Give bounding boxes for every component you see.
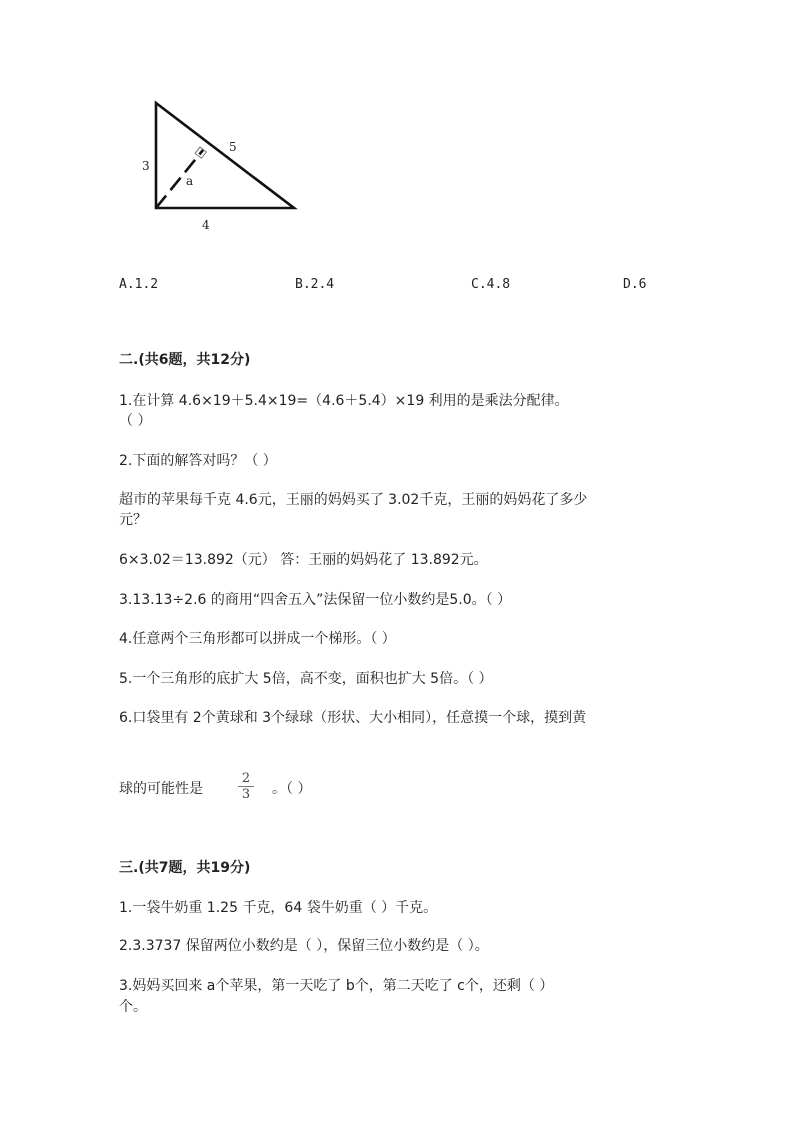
side-label-left: 3 bbox=[142, 159, 150, 173]
option-d: D.6 bbox=[623, 277, 647, 292]
option-a: A.1.2 bbox=[119, 277, 159, 292]
side-label-bottom: 4 bbox=[202, 218, 210, 232]
s3-question-3-line1: 3.妈妈买回来 a个苹果，第一天吃了 b个，第二天吃了 c个，还剩（ ） bbox=[119, 978, 554, 994]
option-b: B.2.4 bbox=[295, 277, 335, 292]
s2-question-6-prefix: 球的可能性是 bbox=[119, 781, 203, 797]
s2-question-1: 1.在计算 4.6×19＋5.4×19=（4.6＋5.4）×19 利用的是乘法分配律。 bbox=[119, 393, 569, 409]
s2-question-2-problem-line2: 元？ bbox=[119, 512, 147, 528]
s3-question-2: 2.3.3737 保留两位小数约是（ ），保留三位小数约是（ ）。 bbox=[119, 938, 489, 954]
s2-question-6-suffix: 。（ ） bbox=[272, 781, 312, 797]
s2-question-2: 2.下面的解答对吗？（ ） bbox=[119, 453, 277, 469]
fraction-denominator: 3 bbox=[238, 786, 254, 802]
section-2-heading: 二.(共6题，共12分) bbox=[119, 352, 251, 368]
right-triangle bbox=[156, 103, 294, 208]
side-label-hypotenuse: 5 bbox=[229, 140, 237, 154]
s2-question-4: 4.任意两个三角形都可以拼成一个梯形。（ ） bbox=[119, 631, 396, 647]
option-c: C.4.8 bbox=[471, 277, 511, 292]
fraction-numerator: 2 bbox=[241, 771, 251, 786]
height-segment bbox=[156, 150, 203, 208]
s2-question-2-answer: 6×3.02＝13.892（元） 答：王丽的妈妈花了 13.892元。 bbox=[119, 552, 488, 568]
s2-question-2-problem-line1: 超市的苹果每千克 4.6元，王丽的妈妈买了 3.02千克，王丽的妈妈花了多少 bbox=[119, 492, 588, 508]
s3-question-3-line2: 个。 bbox=[119, 999, 147, 1015]
s3-question-1: 1.一袋牛奶重 1.25 千克，64 袋牛奶重（ ）千克。 bbox=[119, 900, 438, 916]
fraction bbox=[238, 771, 254, 802]
s2-question-1-answer-blank: （ ） bbox=[119, 413, 152, 429]
triangle-figure bbox=[130, 92, 320, 242]
s2-question-3: 3.13.13÷2.6 的商用“四舍五入”法保留一位小数约是5.0。（ ） bbox=[119, 592, 512, 608]
height-label: a bbox=[186, 174, 194, 188]
s2-question-6-line1: 6.口袋里有 2个黄球和 3个绿球（形状、大小相同），任意摸一个球，摸到黄 bbox=[119, 710, 587, 726]
s2-question-5: 5.一个三角形的底扩大 5倍，高不变，面积也扩大 5倍。（ ） bbox=[119, 671, 493, 687]
section-3-heading: 三.(共7题，共19分) bbox=[119, 860, 251, 876]
